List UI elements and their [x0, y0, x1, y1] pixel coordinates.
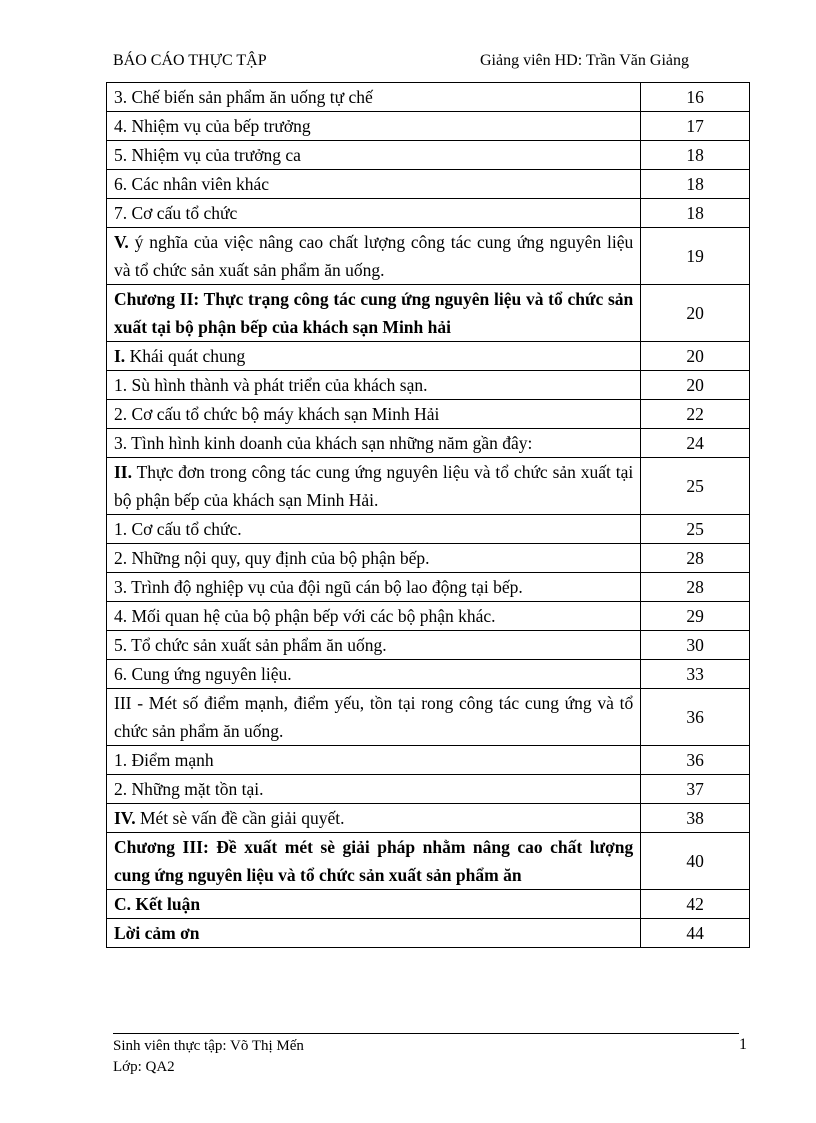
toc-entry-text: 6. Các nhân viên khác	[114, 173, 270, 194]
toc-entry-text: 4. Nhiệm vụ của bếp trưởng	[114, 115, 311, 136]
toc-entry-prefix: I.	[114, 345, 126, 366]
toc-entry-title	[107, 285, 641, 342]
toc-entry-text: Mét sè vấn đề cần giải quyết.	[135, 807, 345, 828]
toc-entry-text: Khái quát chung	[125, 345, 246, 366]
toc-entry-page: 16	[641, 83, 750, 112]
toc-entry-title	[107, 833, 641, 890]
toc-entry-text: 1. Sù hình thành và phát triển của khách sạn.	[114, 374, 428, 395]
toc-row	[107, 775, 750, 804]
toc-entry-title	[107, 228, 641, 285]
toc-entry-prefix: II.	[114, 462, 132, 482]
toc-entry-title	[107, 631, 641, 660]
toc-entry-title	[107, 689, 641, 746]
toc-entry-page: 22	[641, 400, 750, 429]
toc-entry-page: 30	[641, 631, 750, 660]
toc-entry-title	[107, 544, 641, 573]
toc-entry-title	[107, 429, 641, 458]
toc-entry-text: III - Mét số điểm mạnh, điểm yếu, tồn tại rong công tác cung ứng và tổ chức sản phẩm ăn uống.	[114, 693, 634, 741]
toc-entry-text: 6. Cung ứng nguyên liệu.	[114, 663, 292, 684]
toc-entry-text: 2. Những mặt tồn tại.	[114, 778, 264, 799]
toc-row	[107, 631, 750, 660]
toc-row	[107, 112, 750, 141]
toc-entry-title	[107, 199, 641, 228]
toc-entry-title	[107, 746, 641, 775]
toc-entry-text: 7. Cơ cấu tổ chức	[114, 202, 238, 223]
toc-entry-page: 25	[641, 458, 750, 515]
toc-entry-text: 5. Nhiệm vụ của trưởng ca	[114, 144, 301, 165]
toc-entry-title	[107, 170, 641, 199]
toc-entry-text: ý nghĩa của việc nâng cao chất lượng công tác cung ứng nguyên liệu và tổ chức sản xuất sản phẩm ăn uống.	[114, 232, 634, 280]
toc-row	[107, 919, 750, 948]
toc-entry-page: 37	[641, 775, 750, 804]
toc-entry-title	[107, 371, 641, 400]
toc-entry-text: 3. Tình hình kinh doanh của khách sạn những năm gần đây:	[114, 432, 533, 453]
toc-entry-page: 33	[641, 660, 750, 689]
toc-entry-text: 2. Cơ cấu tổ chức bộ máy khách sạn Minh Hải	[114, 403, 440, 424]
toc-row	[107, 602, 750, 631]
toc-body	[107, 83, 750, 948]
toc-entry-title	[107, 83, 641, 112]
toc-entry-title	[107, 804, 641, 833]
toc-row	[107, 228, 750, 285]
toc-row	[107, 804, 750, 833]
toc-row	[107, 371, 750, 400]
toc-entry-page: 28	[641, 573, 750, 602]
toc-row	[107, 890, 750, 919]
toc-entry-text: 2. Những nội quy, quy định của bộ phận bếp.	[114, 547, 430, 568]
toc-row	[107, 400, 750, 429]
toc-row	[107, 458, 750, 515]
toc-entry-page: 42	[641, 890, 750, 919]
report-title: BÁO CÁO THỰC TẬP	[113, 52, 267, 69]
toc-row	[107, 660, 750, 689]
toc-entry-text: 4. Mối quan hệ của bộ phận bếp với các bộ phận khác.	[114, 605, 496, 626]
toc-row	[107, 515, 750, 544]
toc-entry-text: Lời cảm ơn	[114, 922, 200, 943]
toc-entry-title	[107, 890, 641, 919]
toc-entry-page: 29	[641, 602, 750, 631]
toc-row	[107, 573, 750, 602]
toc-row	[107, 746, 750, 775]
toc-row	[107, 833, 750, 890]
toc-entry-title	[107, 400, 641, 429]
toc-entry-title	[107, 573, 641, 602]
toc-entry-text: Chương II: Thực trạng công tác cung ứng nguyên liệu và tổ chức sản xuất tại bộ phận bếp của khách sạn Minh hải	[114, 289, 634, 337]
footer-divider	[113, 1033, 739, 1034]
toc-row	[107, 170, 750, 199]
toc-entry-page: 36	[641, 746, 750, 775]
toc-entry-page: 24	[641, 429, 750, 458]
student-name: Sinh viên thực tập: Võ Thị Mến	[113, 1038, 304, 1054]
toc-entry-text: Thực đơn trong công tác cung ứng nguyên liệu và tổ chức sản xuất tại bộ phận bếp của khách sạn Minh Hải.	[114, 462, 634, 510]
toc-entry-title	[107, 141, 641, 170]
toc-entry-page: 20	[641, 371, 750, 400]
toc-entry-page: 20	[641, 342, 750, 371]
toc-entry-page: 18	[641, 199, 750, 228]
toc-entry-page: 18	[641, 170, 750, 199]
table-of-contents	[106, 82, 750, 948]
toc-entry-prefix: V.	[114, 232, 129, 252]
toc-row	[107, 83, 750, 112]
toc-entry-title	[107, 602, 641, 631]
toc-entry-page: 17	[641, 112, 750, 141]
page-number: 1	[739, 1036, 747, 1053]
toc-entry-page: 20	[641, 285, 750, 342]
toc-entry-text: 1. Điểm mạnh	[114, 749, 214, 770]
toc-entry-text: C. Kết luận	[114, 893, 201, 914]
toc-entry-page: 18	[641, 141, 750, 170]
toc-entry-page: 44	[641, 919, 750, 948]
toc-entry-title	[107, 775, 641, 804]
toc-row	[107, 342, 750, 371]
toc-row	[107, 544, 750, 573]
toc-entry-text: 3. Trình độ nghiệp vụ của đội ngũ cán bộ lao động tại bếp.	[114, 576, 523, 597]
class-name: Lớp: QA2	[113, 1059, 175, 1075]
instructor-name: Giảng viên HD: Trần Văn Giảng	[479, 52, 689, 69]
toc-entry-page: 19	[641, 228, 750, 285]
toc-entry-title	[107, 660, 641, 689]
toc-entry-text: 1. Cơ cấu tổ chức.	[114, 518, 242, 539]
toc-entry-page: 28	[641, 544, 750, 573]
toc-row	[107, 199, 750, 228]
toc-entry-text: 3. Chế biến sản phẩm ăn uống tự chế	[114, 86, 373, 107]
toc-entry-text: 5. Tổ chức sản xuất sản phẩm ăn uống.	[114, 634, 387, 655]
toc-row	[107, 285, 750, 342]
toc-entry-title	[107, 458, 641, 515]
toc-entry-title	[107, 515, 641, 544]
toc-entry-page: 36	[641, 689, 750, 746]
toc-entry-title	[107, 112, 641, 141]
toc-entry-page: 25	[641, 515, 750, 544]
toc-row	[107, 429, 750, 458]
toc-entry-page: 38	[641, 804, 750, 833]
page-footer	[113, 1036, 304, 1078]
page-header	[113, 52, 689, 74]
toc-entry-text: Chương III: Đề xuất mét sè giải pháp nhằm nâng cao chất lượng cung ứng nguyên liệu và tổ chức sản xuất sản phẩm ăn	[114, 837, 634, 885]
toc-entry-prefix: IV.	[114, 807, 136, 828]
toc-entry-title	[107, 342, 641, 371]
toc-entry-page: 40	[641, 833, 750, 890]
toc-entry-title	[107, 919, 641, 948]
toc-row	[107, 141, 750, 170]
toc-row	[107, 689, 750, 746]
